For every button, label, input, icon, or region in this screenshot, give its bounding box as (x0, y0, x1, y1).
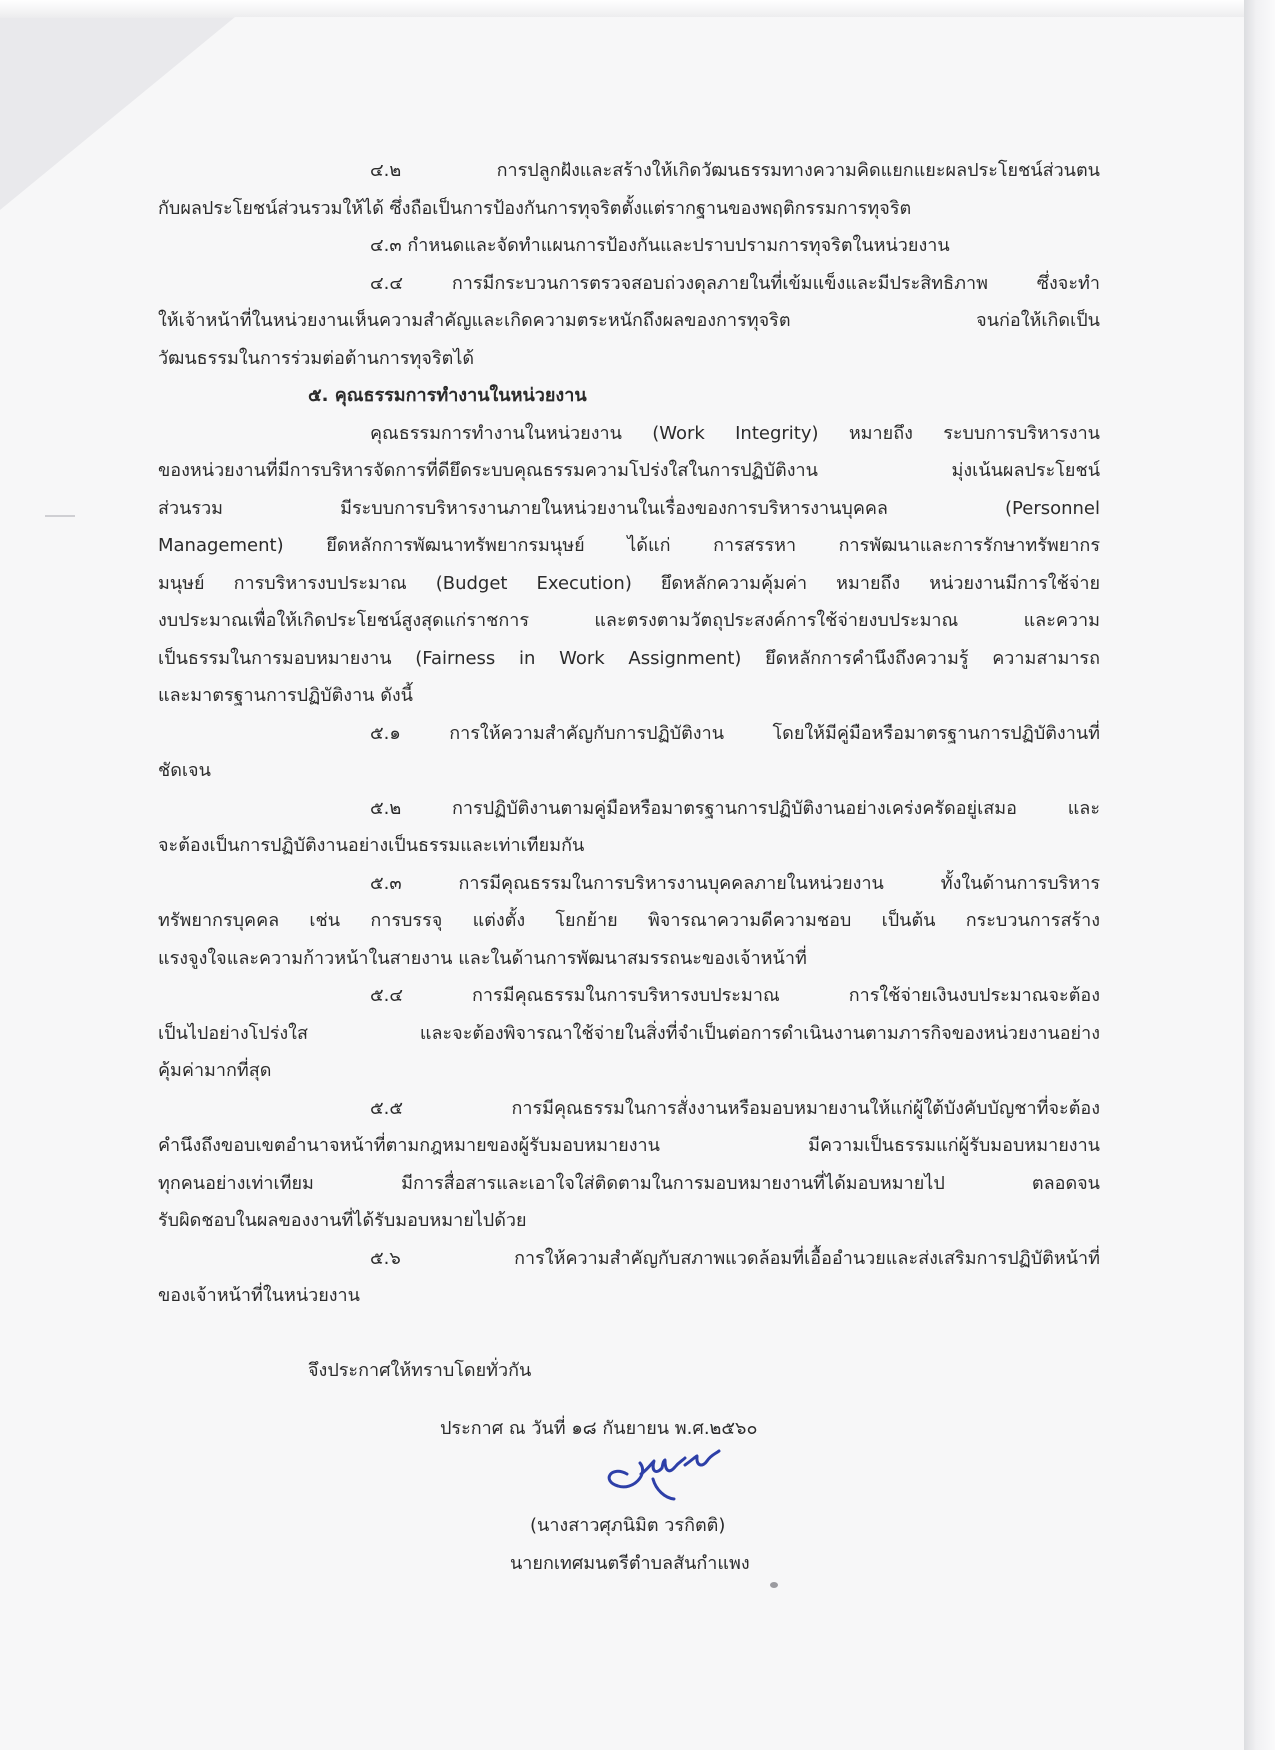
paragraph-5-2-line-2: จะต้องเป็นการปฏิบัติงานอย่างเป็นธรรมและเท่าเทียมกัน (158, 835, 585, 856)
section-5-intro-line-4: Management) ยึดหลักการพัฒนาทรัพยากรมนุษย์ ได้แก่ การสรรหา การพัฒนาและการรักษาทรัพยากร (158, 535, 1100, 556)
page-edge-shadow (1244, 0, 1275, 1750)
paragraph-4-4-line-2: ให้เจ้าหน้าที่ในหน่วยงานเห็นความสำคัญและเกิดความตระหนักถึงผลของการทุจริต จนก่อให้เกิดเป็น (158, 310, 1100, 331)
closing-statement: จึงประกาศให้ทราบโดยทั่วกัน (308, 1360, 532, 1381)
paragraph-5-5-line-4: รับผิดชอบในผลของงานที่ได้รับมอบหมายไปด้วย (158, 1210, 527, 1231)
spacer (158, 1315, 1100, 1353)
section-5-intro-line-6: งบประมาณเพื่อให้เกิดประโยชน์สูงสุดแก่ราชการ และตรงตามวัตถุประสงค์การใช้จ่ายงบประมาณ และความ (158, 610, 1100, 631)
paragraph-5-6-line-1: ๕.๖ การให้ความสำคัญกับสภาพแวดล้อมที่เอื้ออำนวยและส่งเสริมการปฏิบัติหน้าที่ (370, 1247, 1100, 1269)
paragraph-5-3-line-1: ๕.๓ การมีคุณธรรมในการบริหารงานบุคคลภายในหน่วยงาน ทั้งในด้านการบริหาร (370, 872, 1100, 894)
paragraph-5-6-line-2: ของเจ้าหน้าที่ในหน่วยงาน (158, 1285, 360, 1306)
paragraph-4-4-line-3: วัฒนธรรมในการร่วมต่อต้านการทุจริตได้ (158, 347, 475, 369)
section-5-intro-line-3: ส่วนรวม มีระบบการบริหารงานภายในหน่วยงานในเรื่องของการบริหารงานบุคคล (Personnel (158, 497, 1100, 519)
paragraph-5-1-line-2: ชัดเจน (158, 760, 211, 781)
paragraph-4-4-line-1: ๔.๔ การมีกระบวนการตรวจสอบถ่วงดุลภายในที่เข้มแข็งและมีประสิทธิภาพ ซึ่งจะทำ (370, 272, 1100, 294)
scan-artifact (45, 515, 75, 517)
scan-dot (770, 1582, 778, 1588)
section-5-intro-line-7: เป็นธรรมในการมอบหมายงาน (Fairness in Work Assignment) ยึดหลักการคำนึงถึงความรู้ ความสามารถ (158, 647, 1100, 669)
announcement-date: ประกาศ ณ วันที่ ๑๘ กันยายน พ.ศ.๒๕๖๐ (440, 1417, 758, 1439)
document-body (158, 152, 1100, 1582)
paragraph-4-2-line-1: ๔.๒ การปลูกฝังและสร้างให้เกิดวัฒนธรรมทางความคิดแยกแยะผลประโยชน์ส่วนตน (370, 160, 1100, 181)
section-5-intro-line-2: ของหน่วยงานที่มีการบริหารจัดการที่ดียึดระบบคุณธรรมความโปร่งใสในการปฏิบัติงาน มุ่งเน้นผลประโยชน์ (158, 460, 1100, 481)
spacer (158, 1390, 1100, 1410)
paragraph-5-3-line-2: ทรัพยากรบุคคล เช่น การบรรจุ แต่งตั้ง โยกย้าย พิจารณาความดีความชอบ เป็นต้น กระบวนการสร้าง (158, 910, 1100, 931)
paragraph-5-4-line-2: เป็นไปอย่างโปร่งใส และจะต้องพิจารณาใช้จ่ายในสิ่งที่จำเป็นต่อการดำเนินงานตามภารกิจของหน่วยงานอย่าง (158, 1022, 1100, 1044)
signer-title: นายกเทศมนตรีตำบลสันกำแพง (510, 1552, 750, 1574)
section-5-intro-line-1: คุณธรรมการทำงานในหน่วยงาน (Work Integrity) หมายถึง ระบบการบริหารงาน (370, 422, 1100, 444)
paragraph-5-3-line-3: แรงจูงใจและความก้าวหน้าในสายงาน และในด้านการพัฒนาสมรรถนะของเจ้าหน้าที่ (158, 947, 807, 969)
section-5-intro-line-5: มนุษย์ การบริหารงบประมาณ (Budget Execution) ยึดหลักความคุ้มค่า หมายถึง หน่วยงานมีการใช้จ่าย (158, 572, 1100, 594)
paragraph-5-5-line-3: ทุกคนอย่างเท่าเทียม มีการสื่อสารและเอาใจใส่ติดตามในการมอบหมายงานที่ได้มอบหมายไป ตลอดจน (158, 1172, 1100, 1194)
paragraph-5-4-line-1: ๕.๔ การมีคุณธรรมในการบริหารงบประมาณ การใช้จ่ายเงินงบประมาณจะต้อง (370, 985, 1100, 1006)
handwritten-signature (593, 1447, 773, 1507)
section-5-heading: ๕. คุณธรรมการทำงานในหน่วยงาน (308, 385, 587, 406)
paragraph-4-3: ๔.๓ กำหนดและจัดทำแผนการป้องกันและปราบปรามการทุจริตในหน่วยงาน (370, 235, 950, 256)
signature-block (158, 1447, 1100, 1507)
scanner-top-shade (0, 0, 1275, 18)
paragraph-5-5-line-1: ๕.๕ การมีคุณธรรมในการสั่งงานหรือมอบหมายงานให้แก่ผู้ใต้บังคับบัญชาที่จะต้อง (370, 1097, 1100, 1119)
paragraph-5-2-line-1: ๕.๒ การปฏิบัติงานตามคู่มือหรือมาตรฐานการปฏิบัติงานอย่างเคร่งครัดอยู่เสมอ และ (370, 797, 1100, 819)
paragraph-4-2-line-2: กับผลประโยชน์ส่วนรวมให้ได้ ซึ่งถือเป็นการป้องกันการทุจริตตั้งแต่รากฐานของพฤติกรรมการทุจริต (158, 197, 912, 219)
paragraph-5-5-line-2: คำนึงถึงขอบเขตอำนาจหน้าที่ตามกฎหมายของผู้รับมอบหมายงาน มีความเป็นธรรมแก่ผู้รับมอบหมายงาน (158, 1135, 1100, 1156)
section-5-intro-line-8: และมาตรฐานการปฏิบัติงาน ดังนี้ (158, 685, 413, 706)
signer-name: (นางสาวศุภนิมิต วรกิตติ) (530, 1515, 726, 1536)
paragraph-5-1-line-1: ๕.๑ การให้ความสำคัญกับการปฏิบัติงาน โดยให้มีคู่มือหรือมาตรฐานการปฏิบัติงานที่ (370, 722, 1100, 744)
paragraph-5-4-line-3: คุ้มค่ามากที่สุด (158, 1060, 272, 1081)
